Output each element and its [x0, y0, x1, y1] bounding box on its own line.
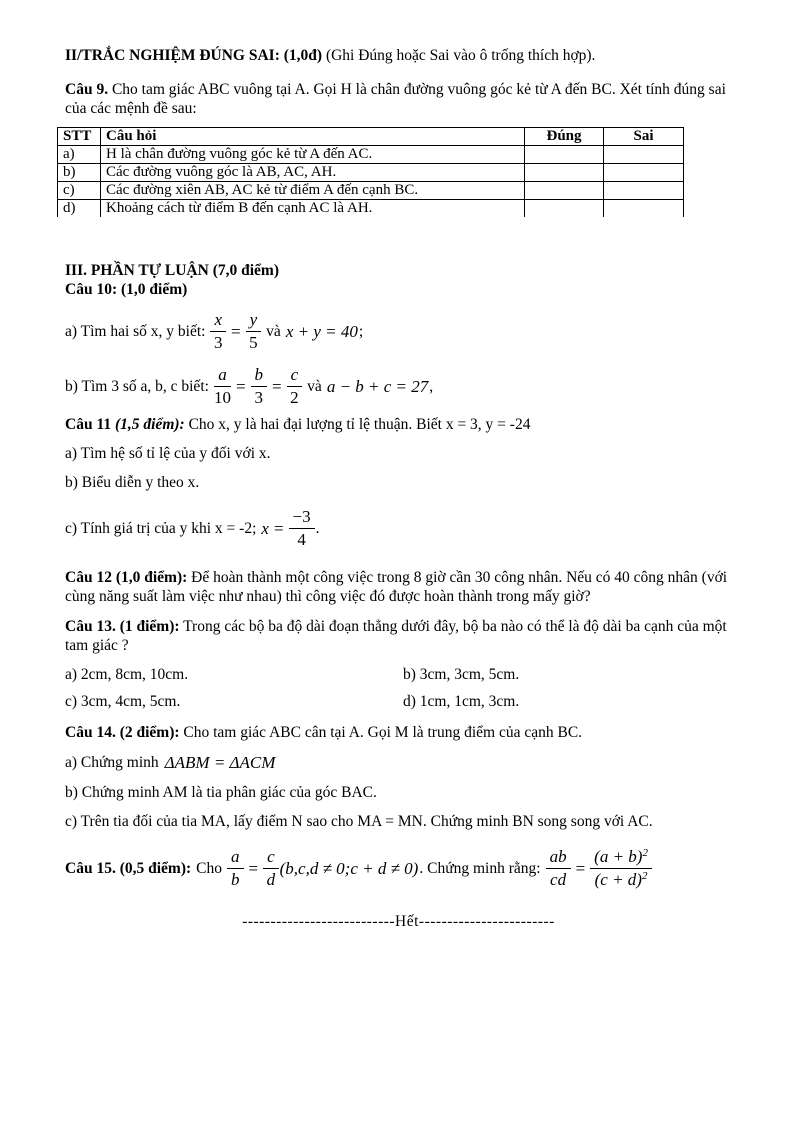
- section2-heading-rest: (Ghi Đúng hoặc Sai vào ô trống thích hợp).: [322, 47, 596, 64]
- col-header-question: Câu hỏi: [101, 128, 525, 146]
- cau10-part-a: [65, 305, 732, 359]
- cau12-paragraph: [65, 568, 732, 606]
- cau11-c-end: .: [315, 519, 320, 537]
- cau11-part-c: [65, 502, 732, 556]
- col-header-stt: STT: [58, 128, 101, 146]
- answer-cell-sai: [604, 146, 684, 164]
- cau14-part-b: b) Chứng minh AM là tia phân giác của góc BAC.: [65, 784, 377, 801]
- fraction-ab-cd: $\frac{ab}{cd}$: [546, 847, 571, 890]
- cau11-label: Câu 11: [65, 416, 112, 433]
- cau10-b-mid: và: [307, 377, 322, 395]
- cau15-condition: (b,c,d ≠ 0;c + d ≠ 0): [279, 858, 419, 878]
- answer-cell-dung: [525, 200, 604, 218]
- equals-sign: =: [273, 518, 284, 538]
- fraction-c-2: $\frac{c}{2}$: [287, 365, 303, 408]
- cau14-a-prefix: a) Chứng minh: [65, 754, 159, 771]
- row-question: Khoảng cách từ điểm B đến cạnh AC là AH.: [101, 200, 525, 218]
- cau11-paragraph: [65, 415, 732, 434]
- cau14-text: Cho tam giác ABC cân tại A. Gọi M là trung điểm của cạnh BC.: [179, 724, 583, 741]
- table-row: [58, 146, 684, 164]
- table-header-row: [58, 128, 684, 146]
- cau10-part-b: [65, 360, 732, 414]
- equals-sign: =: [235, 376, 246, 396]
- cau10-a-end: ;: [358, 322, 364, 340]
- table-row: [58, 164, 684, 182]
- cau9-label: Câu 9.: [65, 81, 109, 98]
- cau13-paragraph: [65, 617, 732, 655]
- cau11-points: (1,5 điểm):: [111, 416, 185, 433]
- answer-cell-sai: [604, 182, 684, 200]
- option-d: d) 1cm, 1cm, 3cm.: [403, 693, 520, 710]
- answer-cell-sai: [604, 164, 684, 182]
- answer-cell-sai: [604, 200, 684, 218]
- cau10-b-prefix: b) Tìm 3 số a, b, c biết:: [65, 377, 209, 395]
- row-stt: a): [58, 146, 101, 164]
- cau12-text: Để hoàn thành một công việc trong 8 giờ cần 30 công nhân. Nếu có 40 công nhân (với cùng năng suất làm việc như nhau) thì công việc đó được hoàn thành trong mấy giờ?: [65, 569, 728, 605]
- cau15-mid: . Chứng minh rằng:: [419, 859, 541, 877]
- col-header-dung: Đúng: [525, 128, 604, 146]
- equals-sign: =: [231, 321, 241, 341]
- cau14-part-a: [65, 753, 732, 773]
- cau14-paragraph: [65, 723, 732, 742]
- fraction-a-b: $\frac{a}{b}$: [227, 847, 244, 890]
- fraction-x-3: $\frac{x}{3}$: [210, 310, 226, 353]
- row-stt: d): [58, 200, 101, 218]
- row-question: Các đường vuông góc là AB, AC, AH.: [101, 164, 525, 182]
- cau12-label: Câu 12 (1,0 điểm):: [65, 569, 188, 586]
- option-a: a) 2cm, 8cm, 10cm.: [65, 666, 189, 683]
- cau11-text: Cho x, y là hai đại lượng tỉ lệ thuận. Biết x = 3, y = -24: [184, 416, 531, 433]
- answer-cell-dung: [525, 164, 604, 182]
- end-marker: ---------------------------Hết------------------------: [242, 913, 555, 930]
- answer-cell-dung: [525, 182, 604, 200]
- section2-heading-bold: II/TRẮC NGHIỆM ĐÚNG SAI: (1,0đ): [65, 47, 323, 64]
- row-stt: c): [58, 182, 101, 200]
- section2-heading: [65, 46, 732, 65]
- section3-heading: III. PHẦN TỰ LUẬN (7,0 điểm): [65, 262, 279, 279]
- cau10-b-end: ,: [429, 377, 434, 395]
- cau11-c-prefix: c) Tính giá trị của y khi x = -2;: [65, 519, 257, 537]
- cau15-label: Câu 15. (0,5 điểm):: [65, 859, 192, 877]
- answer-cell-dung: [525, 146, 604, 164]
- cau10-a-equation: x + y = 40: [285, 321, 358, 341]
- table-row: [58, 200, 684, 218]
- cau15-paragraph: [65, 841, 732, 896]
- cau9-text: Cho tam giác ABC vuông tại A. Gọi H là chân đường vuông góc kẻ từ A đến BC. Xét tính đúng sai của các mệnh đề sau:: [65, 81, 726, 117]
- fraction-b-3: $\frac{b}{3}$: [251, 365, 268, 408]
- cau11-part-b: b) Biểu diễn y theo x.: [65, 474, 200, 491]
- cau13-label: Câu 13. (1 điểm):: [65, 618, 180, 635]
- fraction-c-d: $\frac{c}{d}$: [263, 847, 279, 890]
- cau10-heading: Câu 10: (1,0 điểm): [65, 281, 188, 298]
- row-question: H là chân đường vuông góc kẻ từ A đến AC.: [101, 146, 525, 164]
- equals-sign: =: [272, 376, 282, 396]
- col-header-sai: Sai: [604, 128, 684, 146]
- table-row: [58, 182, 684, 200]
- fraction-a-10: $\frac{a}{10}$: [213, 365, 231, 407]
- cau10-a-mid: và: [266, 322, 281, 340]
- row-question: Các đường xiên AB, AC kẻ từ điểm A đến cạnh BC.: [101, 182, 525, 200]
- cau11-part-a: a) Tìm hệ số tỉ lệ của y đối với x.: [65, 445, 271, 462]
- variable-x: x: [261, 518, 269, 538]
- cau13-options: [65, 666, 732, 711]
- equals-sign: =: [248, 858, 259, 878]
- cau13-text: Trong các bộ ba độ dài đoạn thẳng dưới đây, bộ ba nào có thể là độ dài ba cạnh của một tam giác ?: [65, 618, 727, 654]
- cau14-a-math: ΔABM = ΔACM: [164, 753, 276, 772]
- cau9-paragraph: [65, 80, 732, 118]
- fraction-y-5: $\frac{y}{5}$: [246, 310, 262, 353]
- equals-sign: =: [575, 858, 586, 878]
- cau14-part-c: c) Trên tia đối của tia MA, lấy điểm N sao cho MA = MN. Chứng minh BN song song với AC.: [65, 813, 653, 830]
- true-false-table: [57, 127, 684, 217]
- row-stt: b): [58, 164, 101, 182]
- option-b: b) 3cm, 3cm, 5cm.: [403, 666, 520, 683]
- cau10-a-prefix: a) Tìm hai số x, y biết:: [65, 322, 206, 340]
- cau15-prefix: Cho: [196, 859, 222, 877]
- cau10-b-equation: a − b + c = 27: [326, 376, 429, 396]
- fraction-squared: $\frac{(a + b)^2}{(c + d)^2}$: [590, 847, 652, 890]
- option-c: c) 3cm, 4cm, 5cm.: [65, 693, 181, 710]
- fraction-neg3-4: $\frac{-3}{4}$: [289, 507, 315, 550]
- cau14-label: Câu 14. (2 điểm):: [65, 724, 180, 741]
